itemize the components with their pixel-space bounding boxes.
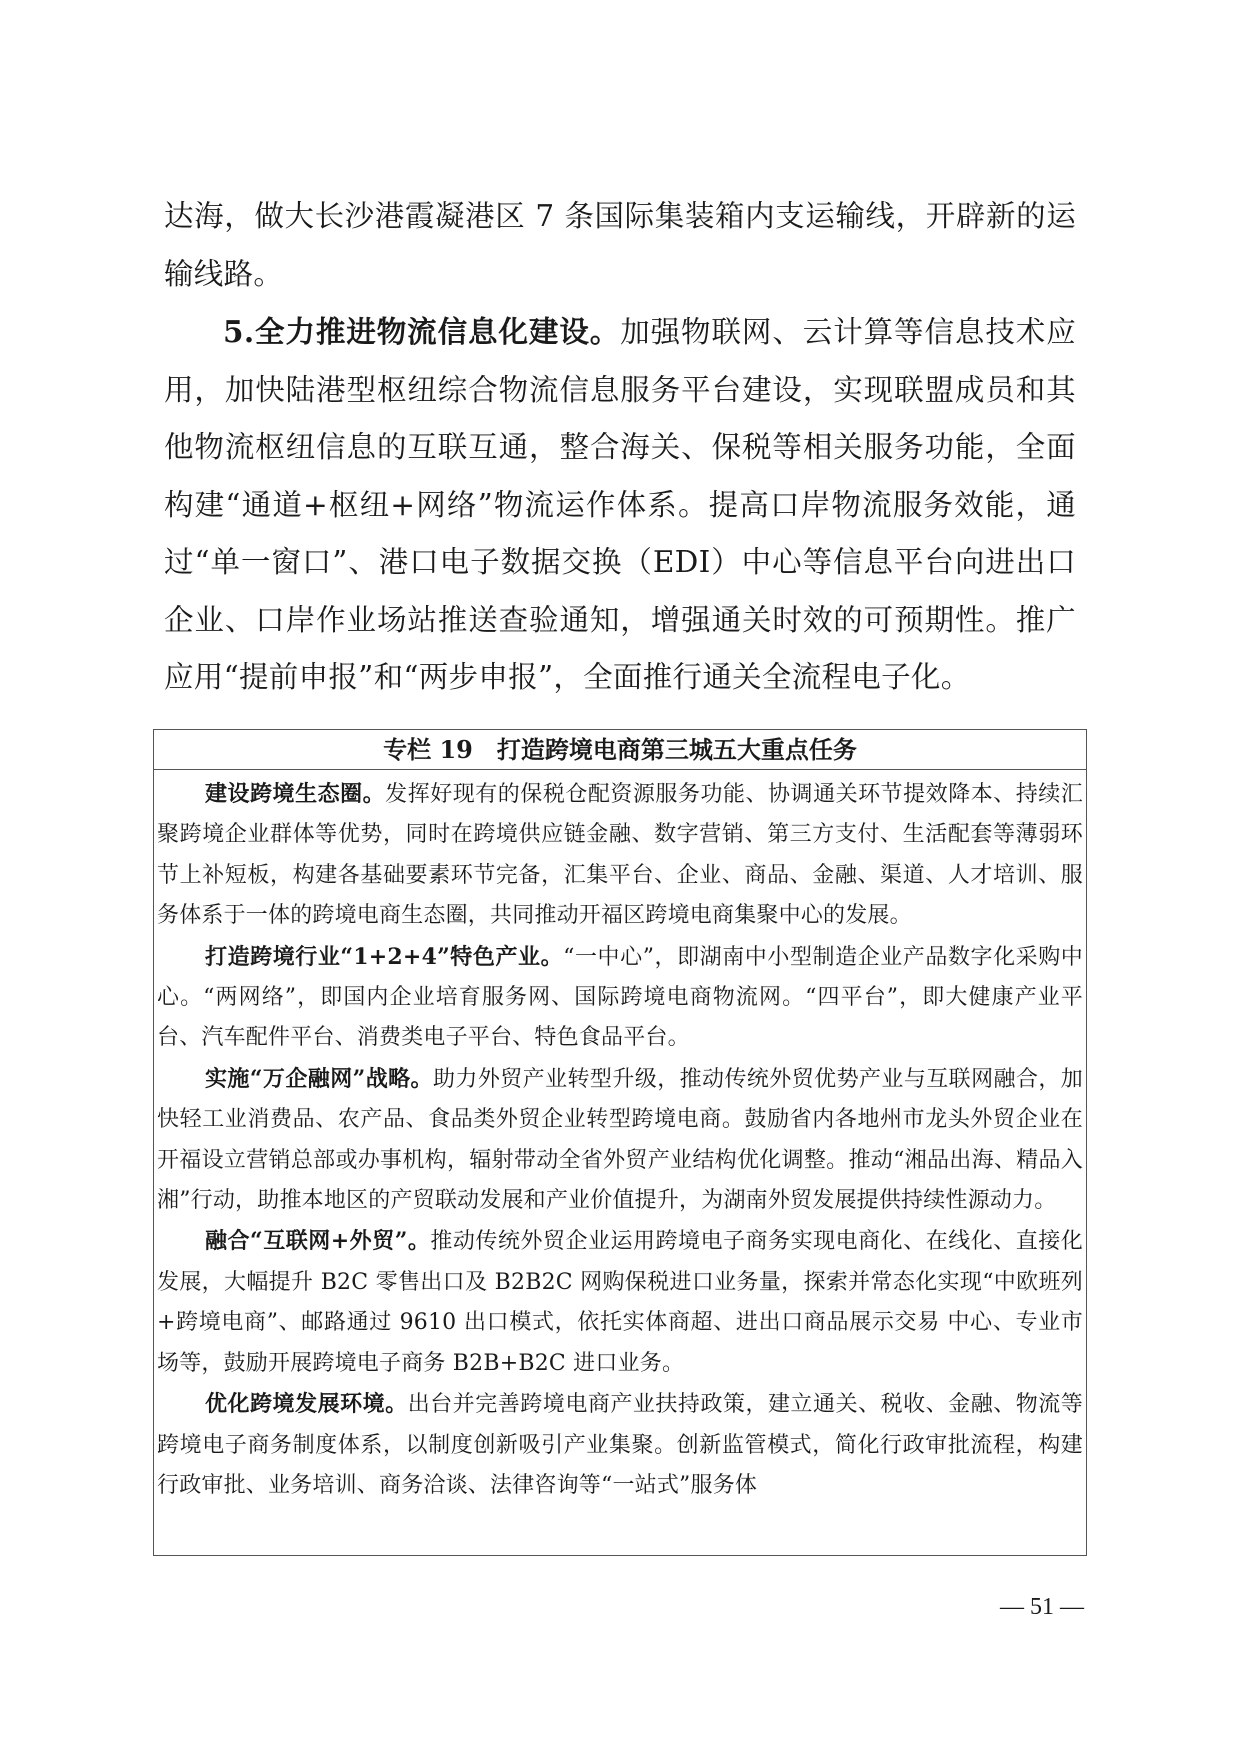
box-item-heading: 建设跨境生态圈。: [205, 781, 386, 807]
paragraph-text: 达海，做大长沙港霞凝港区 7 条国际集装箱内支运输线，开辟新的运输线路。: [164, 199, 1076, 291]
box-item: [157, 774, 1083, 937]
special-column-box: [153, 729, 1087, 1556]
box-item: [157, 1221, 1083, 1384]
paragraph-continuation: [164, 188, 1076, 303]
box-item: [157, 1059, 1083, 1222]
box-item-heading: 融合“互联网+外贸”。: [205, 1228, 431, 1255]
box-title: 专栏 19 打造跨境电商第三城五大重点任务: [154, 730, 1086, 770]
body-text: [164, 188, 1076, 707]
box-item-text: 助力外贸产业转型升级，推动传统外贸优势产业与互联网融合，加快轻工业消费品、农产品、食品类外贸企业转型跨境电商。鼓励省内各地州市龙头外贸企业在开福设立营销总部或办事机构，辐射带动全省外贸产业结构优化调整。推动“湘品出海、精品入湘”行动，助推本地区的产贸联动发展和产业价值提升，为湖南外贸发展提供持续性源动力。: [157, 1066, 1083, 1214]
paragraph-text: 加强物联网、云计算等信息技术应用，加快陆港型枢纽综合物流信息服务平台建设，实现联盟成员和其他物流枢纽信息的互联互通，整合海关、保税等相关服务功能，全面构建“通道+枢纽+网络”物流运作体系。提高口岸物流服务效能，通过“单一窗口”、港口电子数据交换（EDI）中心等信息平台向进出口企业、口岸作业场站推送查验通知，增强通关时效的可预期性。推广应用“提前申报”和“两步申报”，全面推行通关全流程电子化。: [164, 315, 1076, 694]
box-item-heading: 打造跨境行业“1+2+4”特色产业。: [205, 943, 564, 970]
box-item: [157, 1384, 1083, 1506]
box-item-text: “一中心”，即湖南中小型制造企业产品数字化采购中心。“两网络”，即国内企业培育服务网、国际跨境电商物流网。“四平台”，即大健康产业平台、汽车配件平台、消费类电子平台、特色食品平台。: [157, 944, 1084, 1051]
paragraph-heading: 5.全力推进物流信息化建设。: [223, 314, 621, 349]
box-item-heading: 优化跨境发展环境。: [205, 1391, 408, 1418]
box-item-text: 发挥好现有的保税仓配资源服务功能、协调通关环节提效降本、持续汇聚跨境企业群体等优势，同时在跨境供应链金融、数字营销、第三方支付、生活配套等薄弱环节上补短板，构建各基础要素环节完备，汇集平台、企业、商品、金融、渠道、人才培训、服务体系于一体的跨境电商生态圈，共同推动开福区跨境电商集聚中心的发展。: [157, 782, 1083, 929]
box-item: [157, 937, 1083, 1059]
box-item-text: 推动传统外贸企业运用跨境电子商务实现电商化、在线化、直接化发展，大幅提升 B2C 零售出口及 B2B2C 网购保税进口业务量，探索并常态化实现“中欧班列+跨境电商”、邮路通过 9610 出口模式，依托实体商超、进出口商品展示交易 中心、专业市场等，鼓励开展跨境电子商务 B2B+B2C 进口业务。: [157, 1229, 1083, 1376]
box-item-text: 出台并完善跨境电商产业扶持政策，建立通关、税收、金融、物流等跨境电子商务制度体系，以制度创新吸引产业集聚。创新监管模式，简化行政审批流程，构建行政审批、业务培训、商务洽谈、法律咨询等“一站式”服务体: [157, 1392, 1083, 1498]
paragraph-logistics-informatization: [164, 303, 1076, 707]
box-item-heading: 实施“万企融网”战略。: [205, 1065, 433, 1092]
page-number: — 51 —: [1000, 1594, 1084, 1620]
box-body: [154, 770, 1086, 1506]
